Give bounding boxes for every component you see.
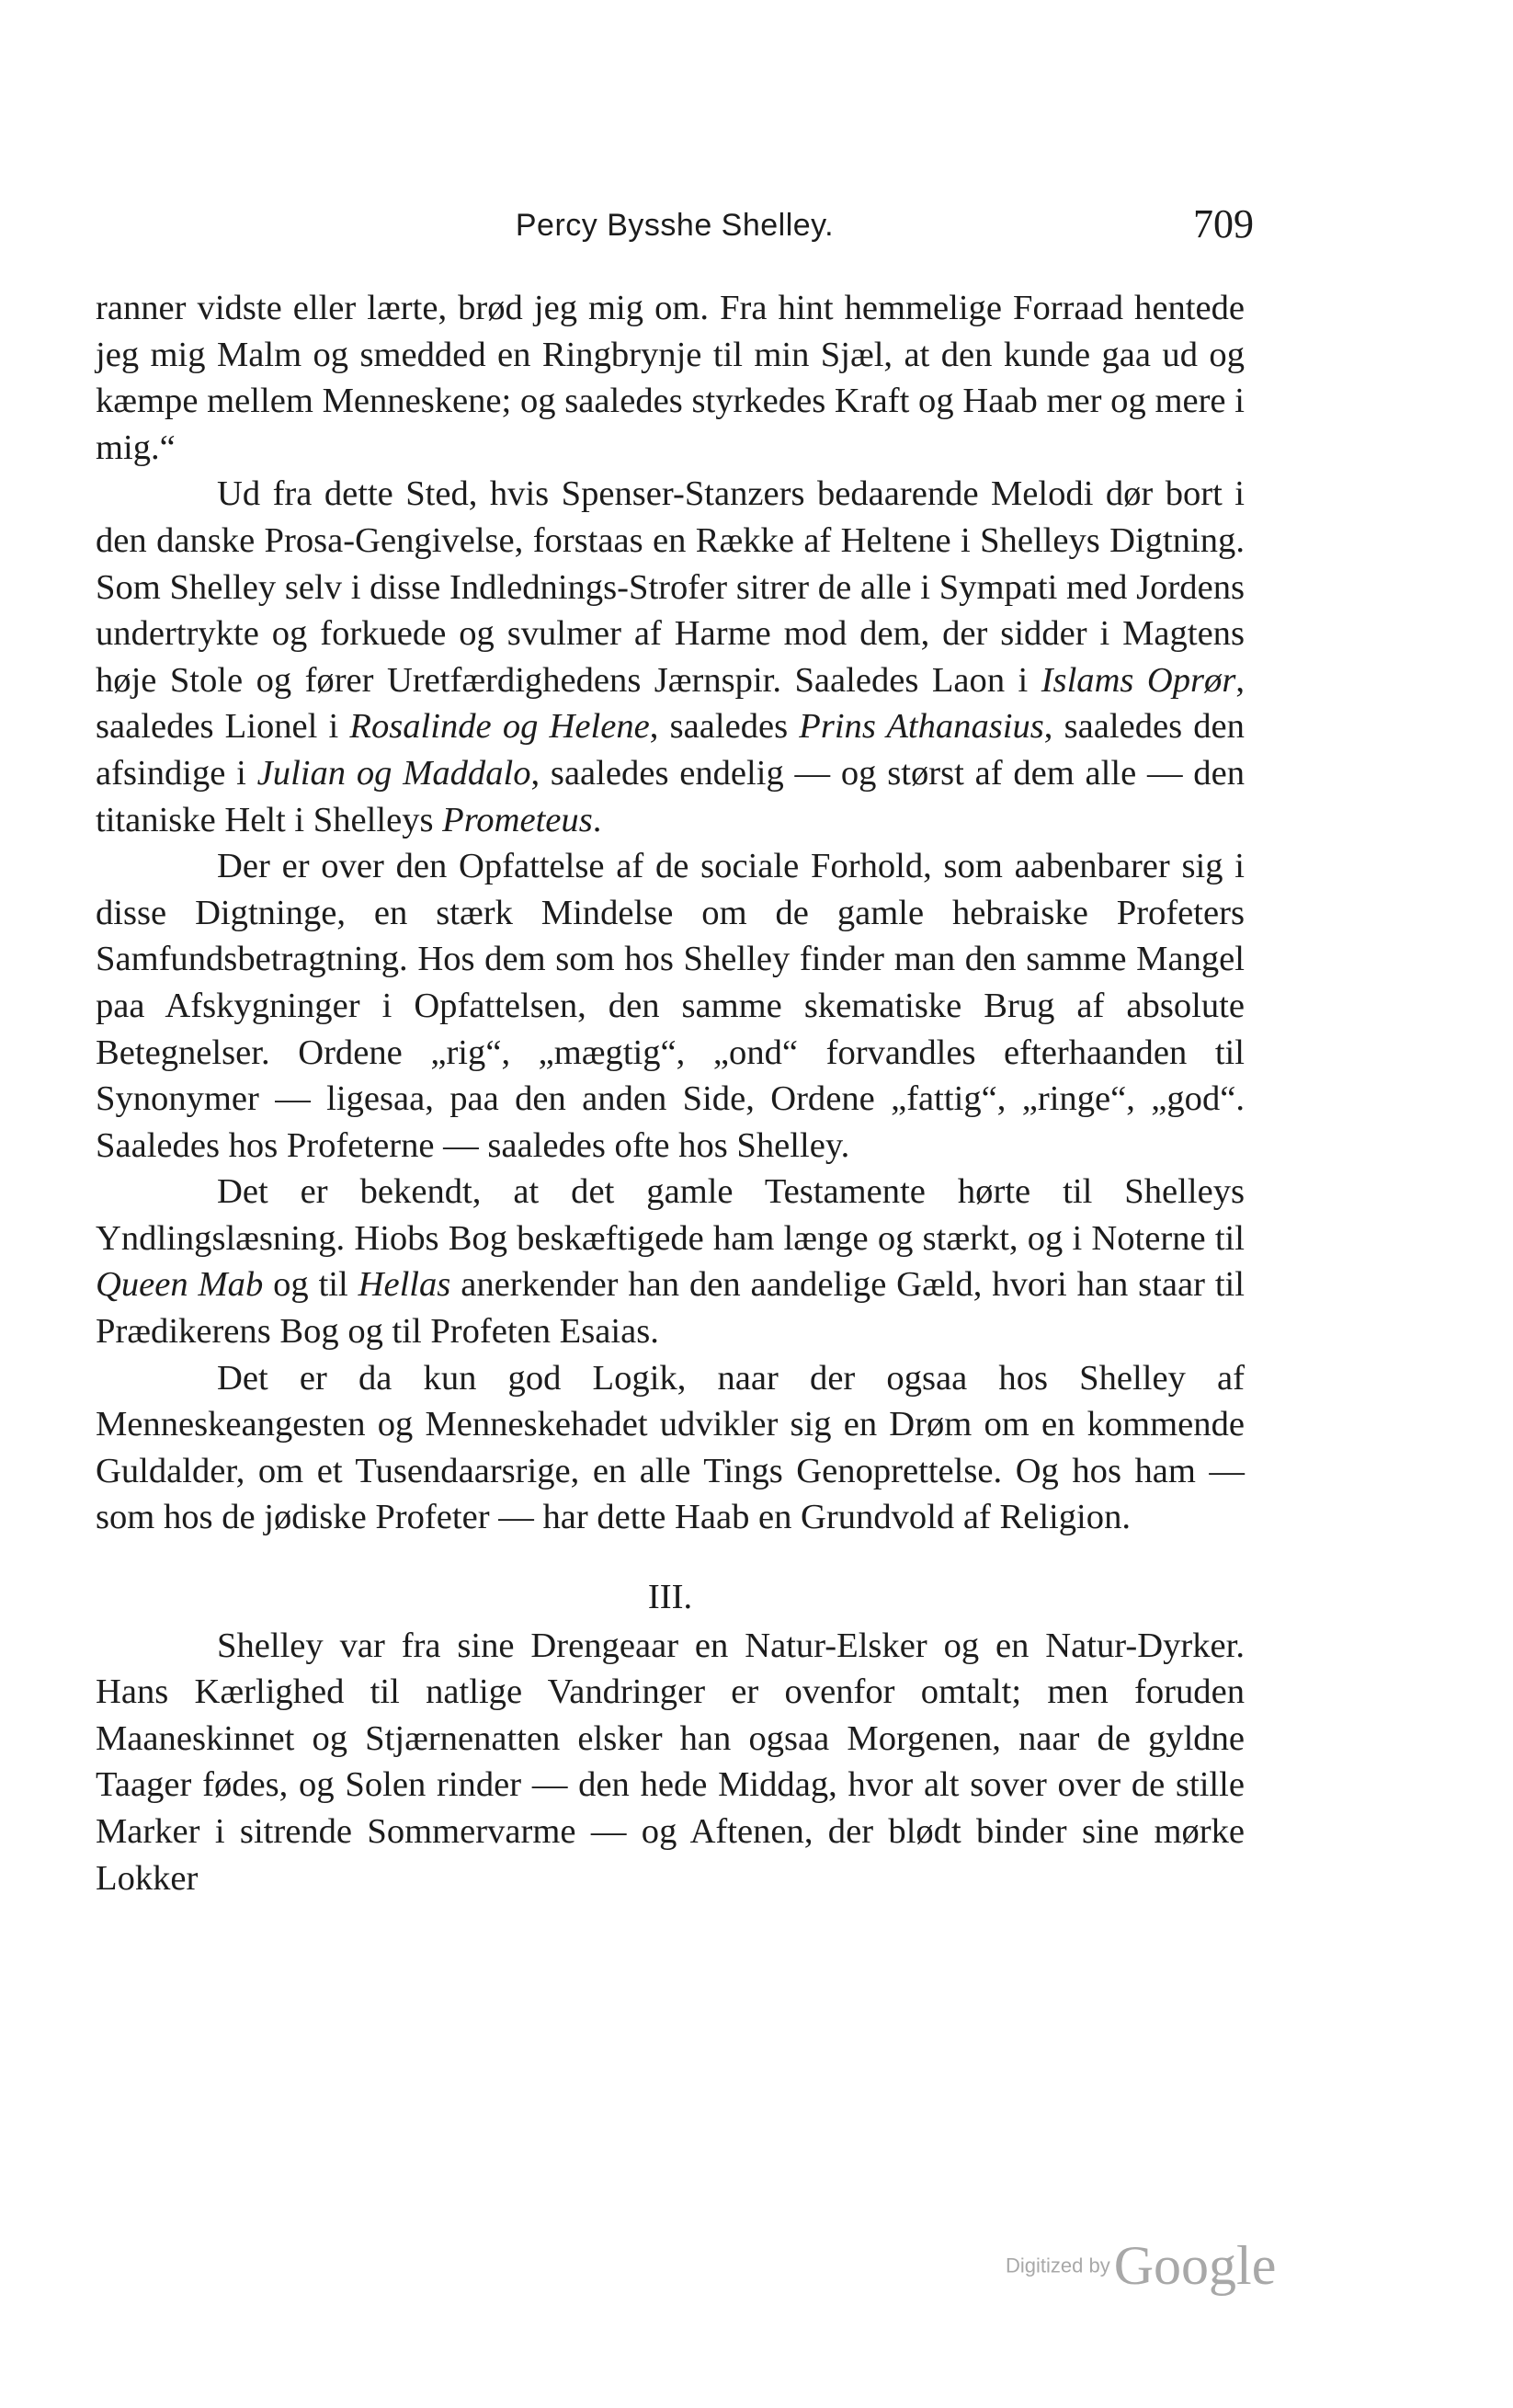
- text-run: , saaledes den afsindige i: [96, 707, 1245, 793]
- italic-title: Prins Athanasius: [799, 707, 1044, 747]
- text-run: Shelley var fra sine Drengeaar en Natur-Elsker og en Natur-Dyrker. Hans Kærlighed til natlige Vandringer er ovenfor omtalt; men foruden Maaneskinnet og Stjærnenatten elsker han ogsaa Morgenen, naar de gyldne Taager fødes, og Solen rinder — den hede Middag, hvor alt sover over de stille Marker i sitrende Sommervarme — og Aftenen, der blødt binder sine mørke Lokker: [96, 1626, 1245, 1898]
- italic-title: Islams Oprør: [1041, 660, 1236, 700]
- text-run: og til: [263, 1265, 358, 1305]
- running-head: [96, 200, 1254, 256]
- body-text: [96, 285, 1245, 1901]
- text-run: , saaledes Lionel i: [96, 660, 1245, 747]
- text-run: Der er over den Opfattelse af de sociale Forhold, som aabenbarer sig i disse Digtninge, en stærk Mindelse om de gamle hebraiske Profeters Samfundsbetragtning. Hos dem som hos Shelley finder man den samme Mangel paa Afskygninger i Opfattelsen, den samme skematiske Brug af absolute Betegnelser. Ordene „rig“, „mægtig“, „ond“ forvandles efterhaanden til Synonymer — ligesaa, paa den anden Side, Ordene „fattig“, „ringe“, „god“. Saaledes hos Profeterne — saaledes ofte hos Shelley.: [96, 847, 1245, 1165]
- text-run: .: [592, 800, 602, 839]
- paragraph-continuation: [96, 285, 1245, 471]
- text-run: , saaledes: [649, 707, 800, 747]
- page-number: 709: [1193, 201, 1254, 246]
- watermark-prefix: Digitized by: [1006, 2254, 1110, 2277]
- text-run: Ud fra dette Sted, hvis Spenser-Stanzers bedaarende Melodi dør bort i den danske Prosa-Gengivelse, forstaas en Række af Heltene i Shelleys Digtning. Som Shelley selv i disse Indlednings-Strofer sitrer de alle i Sympati med Jordens undertrykte og forkuede og svulmer af Harme mod dem, der sidder i Magtens høje Stole og fører Uretfærdighedens Jærnspir. Saaledes Laon i: [96, 474, 1245, 700]
- italic-title: Hellas: [358, 1265, 451, 1305]
- italic-title: Rosalinde og Helene: [349, 707, 650, 747]
- text-run: ranner vidste eller lærte, brød jeg mig om. Fra hint hemmelige Forraad hentede jeg mig Malm og smedded en Ringbrynje til min Sjæl, at den kunde gaa ud og kæmpe mellem Menneskene; og saaledes styrkedes Kraft og Haab mer og mere i mig.“: [96, 289, 1245, 467]
- italic-title: Queen Mab: [96, 1265, 264, 1305]
- running-title: Percy Bysshe Shelley.: [515, 208, 835, 243]
- italic-title: Julian og Maddalo: [256, 753, 531, 793]
- text-run: anerkender han den aandelige Gæld, hvori han staar til Prædikerens Bog og til Profeten Esaias.: [96, 1265, 1245, 1352]
- paragraph-prophets: [96, 843, 1245, 1169]
- text-run: , saaledes endelig — og størst af dem alle — den titaniske Helt i Shelleys: [96, 753, 1246, 839]
- paragraph-heroes: [96, 471, 1245, 843]
- digitized-by-google-watermark: [1006, 2234, 1276, 2298]
- text-run: Det er bekendt, at det gamle Testamente hørte til Shelleys Yndlingslæsning. Hiobs Bog beskæftigede ham længe og stærkt, og i Noterne til: [96, 1172, 1245, 1258]
- paragraph-old-testament: [96, 1169, 1245, 1354]
- paragraph-nature-lover: [96, 1623, 1245, 1902]
- paragraph-golden-age: [96, 1355, 1245, 1541]
- google-logo: Google: [1113, 2235, 1277, 2296]
- section-heading: III.: [647, 1578, 693, 1617]
- text-run: Det er da kun god Logik, naar der ogsaa hos Shelley af Menneskeangesten og Menneskehadet udvikler sig en Drøm om en kommende Guldalder, om et Tusendaarsrige, en alle Tings Genoprettelse. Og hos ham — som hos de jødiske Profeter — har dette Haab en Grundvold af Religion.: [96, 1358, 1245, 1537]
- italic-title: Prometeus: [442, 800, 593, 839]
